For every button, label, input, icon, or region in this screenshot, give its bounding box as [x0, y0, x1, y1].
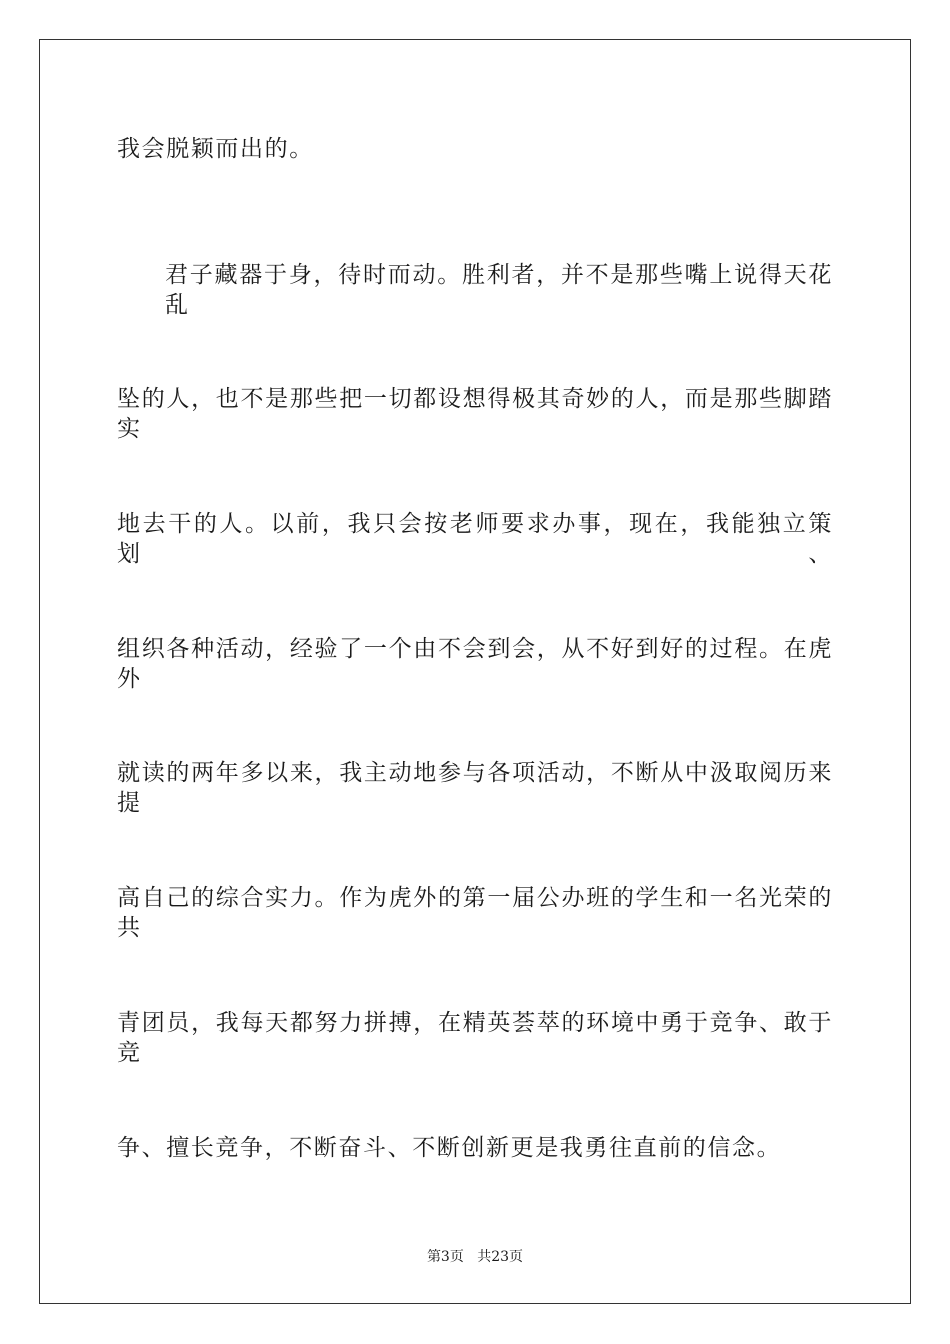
text-line: 高自己的综合实力。作为虎外的第一届公办班的学生和一名光荣的共 [117, 885, 833, 941]
page-footer [0, 1248, 950, 1266]
text-line: 争、擅长竞争，不断奋斗、不断创新更是我勇往直前的信念。 [117, 1135, 782, 1161]
text-line: 地去干的人。以前，我只会按老师要求办事，现在，我能独立策划、 [117, 511, 833, 567]
page-number: 第3页 [426, 1249, 464, 1265]
text-line: 我会脱颖而出的。 [117, 136, 314, 162]
text-line: 组织各种活动，经验了一个由不会到会，从不好到好的过程。在虎外 [117, 636, 833, 692]
page-total: 共23页 [477, 1249, 524, 1265]
text-line: 就读的两年多以来，我主动地参与各项活动，不断从中汲取阅历来提 [117, 760, 833, 816]
text-line: 青团员，我每天都努力拼搏，在精英荟萃的环境中勇于竞争、敢于竞 [117, 1010, 833, 1066]
text-line: 坠的人，也不是那些把一切都设想得极其奇妙的人，而是那些脚踏实 [117, 386, 833, 442]
paragraph-first-line: 君子藏器于身，待时而动。胜利者，并不是那些嘴上说得天花乱 [165, 262, 833, 318]
